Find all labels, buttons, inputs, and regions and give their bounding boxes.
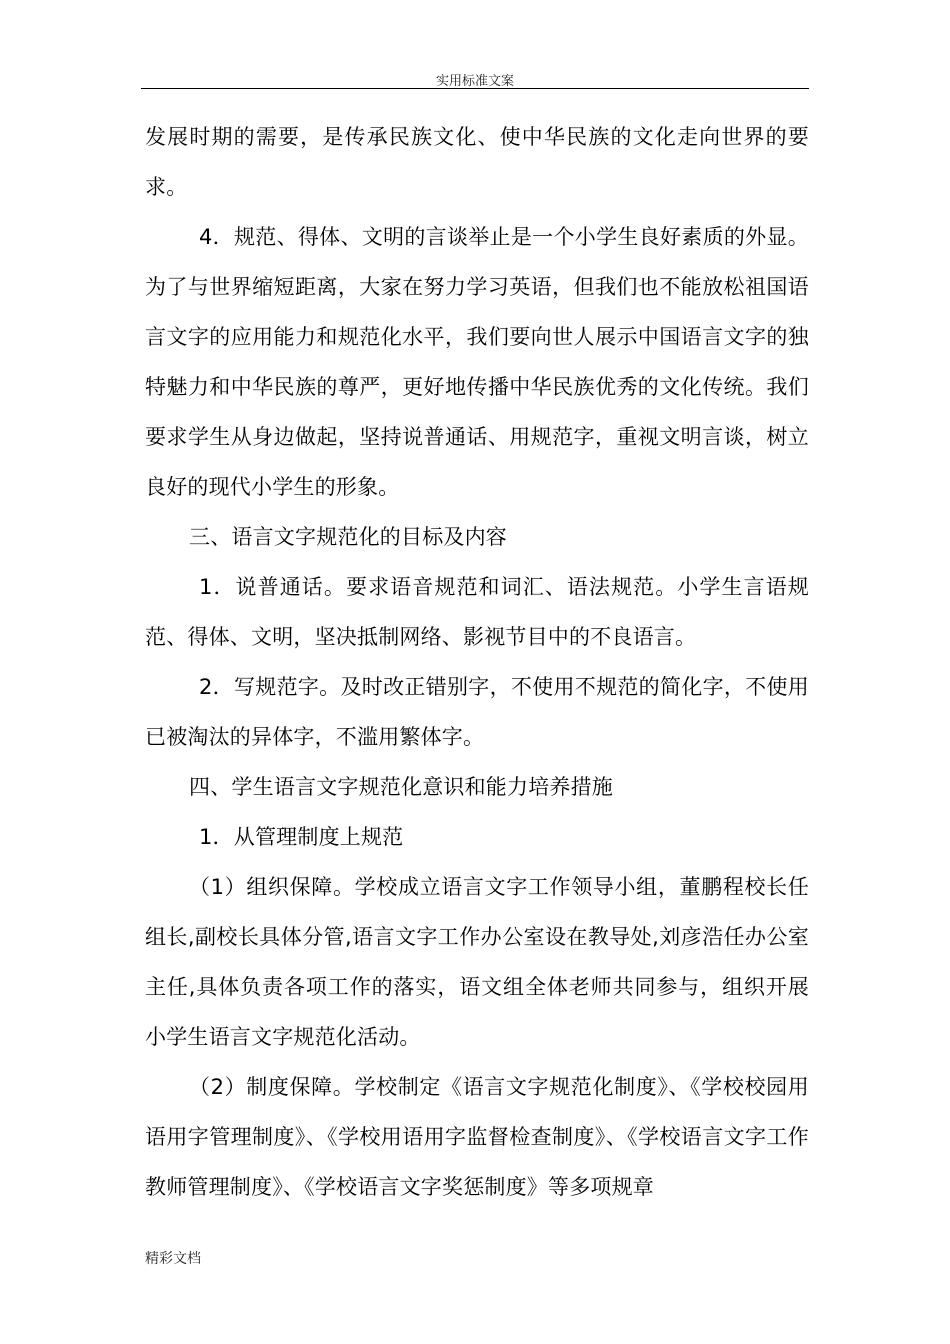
document-body (145, 112, 809, 1212)
paragraph-3-2: 2．写规范字。及时改正错别字，不使用不规范的简化字，不使用已被淘汰的异体字，不滥用繁体字。 (145, 675, 809, 749)
page-footer-text: 精彩文档 (145, 1251, 201, 1267)
section-heading-3: 三、语言文字规范化的目标及内容 (189, 525, 507, 549)
paragraph-2: 4．规范、得体、文明的言谈举止是一个小学生良好素质的外显。为了与世界缩短距离，大家在努力学习英语，但我们也不能放松祖国语言文字的应用能力和规范化水平，我们要向世人展示中国语言文字的独特魅力和中华民族的尊严，更好地传播中华民族优秀的文化传统。我们要求学生从身边做起，坚持说普通话、用规范字，重视文明言谈，树立良好的现代小学生的形象。 (145, 225, 809, 499)
section-heading-4: 四、学生语言文字规范化意识和能力培养措施 (189, 775, 613, 799)
paragraph-4-1-2: （2）制度保障。学校制定《语言文字规范化制度》、《学校校园用语用字管理制度》、《学校用语用字监督检查制度》、《学校语言文字工作教师管理制度》、《学校语言文字奖惩制度》等多项规章 (145, 1075, 809, 1199)
paragraph-1: 发展时期的需要，是传承民族文化、使中华民族的文化走向世界的要求。 (145, 125, 809, 199)
header-divider (141, 88, 809, 89)
subheading-4-1: 1．从管理制度上规范 (199, 825, 404, 849)
paragraph-4-1-1: （1）组织保障。学校成立语言文字工作领导小组，董鹏程校长任组长,副校长具体分管,语言文字工作办公室设在教导处,刘彦浩任办公室主任,具体负责各项工作的落实，语文组全体老师共同参与，组织开展小学生语言文字规范化活动。 (145, 875, 809, 1049)
page-header-title: 实用标准文案 (435, 74, 514, 89)
paragraph-3-1: 1．说普通话。要求语音规范和词汇、语法规范。小学生言语规范、得体、文明，坚决抵制网络、影视节目中的不良语言。 (145, 575, 809, 649)
